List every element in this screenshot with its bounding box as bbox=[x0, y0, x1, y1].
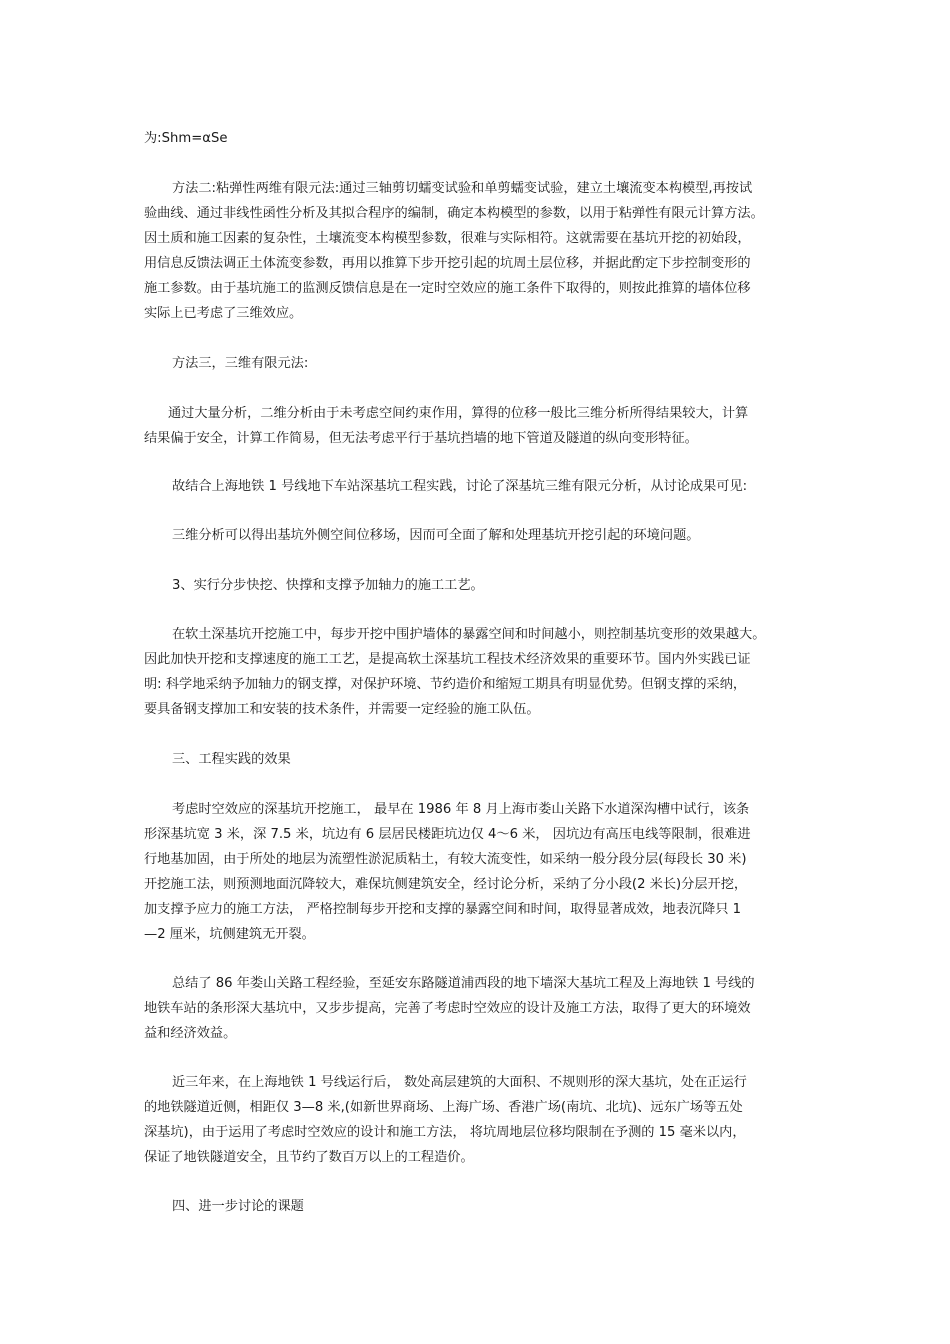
text-line: 3、实行分步快挖、快撑和支撑予加轴力的施工工艺。 bbox=[172, 578, 484, 593]
text-line: 因土质和施工因素的复杂性，土壤流变本构模型参数，很难与实际相符。这就需要在基坑开挖的初始段， bbox=[144, 231, 751, 246]
text-line: 实际上已考虑了三维效应。 bbox=[144, 306, 303, 321]
text-line: 行地基加固，由于所处的地层为流塑性淤泥质粘土，有较大流变性，如采纳一般分段分层(每段长 30 米) bbox=[144, 852, 747, 867]
text-line: 在软土深基坑开挖施工中，每步开挖中围护墙体的暴露空间和时间越小，则控制基坑变形的效果越大。 bbox=[172, 627, 766, 642]
paragraph-chapter-3-heading bbox=[144, 747, 820, 772]
text-line: 验曲线、通过非线性函性分析及其拟合程序的编制，确定本构模型的参数，以用于粘弹性有限元计算方法。 bbox=[144, 206, 764, 221]
paragraph-formula bbox=[144, 126, 820, 151]
text-line: 形深基坑宽 3 米，深 7.5 米，坑边有 6 层居民楼距坑边仅 4～6 米， 因坑边有高压电线等限制，很难进 bbox=[144, 827, 751, 842]
paragraph-chapter-4-heading bbox=[144, 1194, 820, 1219]
text-line: 考虑时空效应的深基坑开挖施工， 最早在 1986 年 8 月上海市娄山关路下水道深沟槽中试行，该条 bbox=[172, 802, 750, 817]
text-line: 三、工程实践的效果 bbox=[172, 752, 291, 767]
text-line: 用信息反馈法调正土体流变参数，再用以推算下步开挖引起的坑周土层位移，并据此酌定下步控制变形的 bbox=[144, 256, 751, 271]
text-line: 方法三，三维有限元法: bbox=[172, 356, 309, 371]
text-line: 益和经济效益。 bbox=[144, 1026, 237, 1041]
text-line: 的地铁隧道近侧，相距仅 3—8 米,(如新世界商场、上海广场、香港广场(南坑、北坑)、远东广场等五处 bbox=[144, 1100, 743, 1115]
text-line: 加支撑予应力的施工方法， 严格控制每步开挖和支撑的暴露空间和时间，取得显著成效，地表沉降只 1 bbox=[144, 902, 742, 917]
text-line: 施工参数。由于基坑施工的监测反馈信息是在一定时空效应的施工条件下取得的，则按此推算的墙体位移 bbox=[144, 281, 751, 296]
text-line: 明: 科学地采纳予加轴力的钢支撑，对保护环境、节约造价和缩短工期具有明显优势。但钢支撑的采纳， bbox=[144, 677, 747, 692]
text-line: 总结了 86 年娄山关路工程经验，至延安东路隧道浦西段的地下墙深大基坑工程及上海地铁 1 号线的 bbox=[172, 976, 755, 991]
text-line: 结果偏于安全，计算工作简易，但无法考虑平行于基坑挡墙的地下管道及隧道的纵向变形特征。 bbox=[144, 431, 698, 446]
text-line: 通过大量分析，二维分析由于未考虑空间约束作用，算得的位移一般比三维分析所得结果较大，计算 bbox=[168, 406, 749, 421]
text-line: 近三年来，在上海地铁 1 号线运行后， 数处高层建筑的大面积、不规则形的深大基坑，处在正运行 bbox=[172, 1075, 747, 1090]
paragraph-analysis bbox=[144, 401, 820, 451]
paragraph-shanghai-metro bbox=[144, 474, 820, 499]
text-line: 方法二:粘弹性两维有限元法:通过三轴剪切蠕变试验和单剪蠕变试验，建立土壤流变本构模型,再按试 bbox=[172, 181, 753, 196]
text-line: 要具备钢支撑加工和安装的技术条件，并需要一定经验的施工队伍。 bbox=[144, 702, 540, 717]
text-line: 开挖施工法，则预测地面沉降较大，难保坑侧建筑安全，经讨论分析，采纳了分小段(2 米长)分层开挖， bbox=[144, 877, 748, 892]
text-line: 故结合上海地铁 1 号线地下车站深基坑工程实践，讨论了深基坑三维有限元分析，从讨论成果可见: bbox=[172, 479, 748, 494]
paragraph-excavation bbox=[144, 622, 820, 722]
text-line: 地铁车站的条形深大基坑中，又步步提高，完善了考虑时空效应的设计及施工方法，取得了更大的环境效 bbox=[144, 1001, 751, 1016]
text-line: —2 厘米，坑侧建筑无开裂。 bbox=[144, 927, 315, 942]
paragraph-1986-practice bbox=[144, 797, 820, 947]
text-line: 四、进一步讨论的课题 bbox=[172, 1199, 304, 1214]
paragraph-method-two bbox=[144, 176, 820, 326]
paragraph-3d-analysis bbox=[144, 523, 820, 548]
paragraph-method-three-heading bbox=[144, 351, 820, 376]
text-line: 因此加快开挖和支撑速度的施工工艺，是提高软土深基坑工程技术经济效果的重要环节。国内外实践已证 bbox=[144, 652, 751, 667]
text-line: 深基坑)，由于运用了考虑时空效应的设计和施工方法， 将坑周地层位移均限制在予测的 15 毫米以内， bbox=[144, 1125, 746, 1140]
paragraph-recent-years bbox=[144, 1070, 820, 1170]
text-line: 保证了地铁隧道安全，且节约了数百万以上的工程造价。 bbox=[144, 1150, 474, 1165]
text-line: 三维分析可以得出基坑外侧空间位移场，因而可全面了解和处理基坑开挖引起的环境问题。 bbox=[172, 528, 700, 543]
text-line: 为:Shm=αSe bbox=[144, 131, 228, 146]
paragraph-summary bbox=[144, 971, 820, 1046]
paragraph-section-3-heading bbox=[144, 573, 820, 598]
